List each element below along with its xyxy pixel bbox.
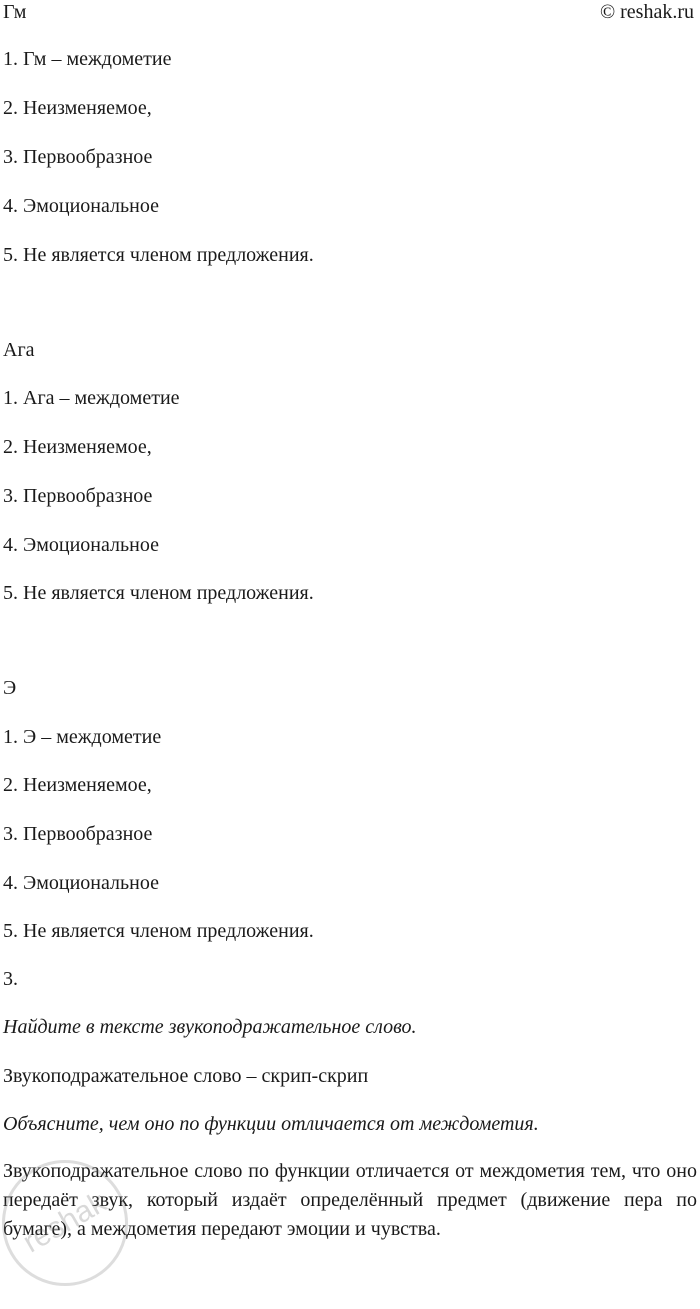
list-item: 1. Ага – междометие	[3, 387, 180, 409]
list-item: 3. Первообразное	[3, 146, 153, 168]
list-item: 5. Не является членом предложения.	[3, 582, 314, 604]
section-title: Э	[3, 677, 17, 699]
list-item: 4. Эмоциональное	[3, 195, 159, 217]
list-item: 2. Неизменяемое,	[3, 774, 152, 796]
task-number: 3.	[3, 968, 18, 990]
question-text: Найдите в тексте звукоподражательное слово.	[3, 1016, 417, 1038]
list-item: 3. Первообразное	[3, 485, 153, 507]
list-item: 4. Эмоциональное	[3, 872, 159, 894]
list-item: 3. Первообразное	[3, 823, 153, 845]
watermark-text: reshak	[17, 1185, 112, 1260]
list-item: 1. Гм – междометие	[3, 48, 172, 70]
list-item: 5. Не является членом предложения.	[3, 244, 314, 266]
section-title: Ага	[3, 339, 35, 361]
list-item: 2. Неизменяемое,	[3, 97, 152, 119]
list-item: 2. Неизменяемое,	[3, 436, 152, 458]
list-item: 5. Не является членом предложения.	[3, 920, 314, 942]
answer-text: Звукоподражательное слово – скрип-скрип	[3, 1065, 369, 1087]
question-text: Объясните, чем оно по функции отличается от междометия.	[3, 1113, 539, 1135]
list-item: 1. Э – междометие	[3, 726, 162, 748]
page-title: Гм	[3, 1, 27, 23]
answer-paragraph: Звукоподражательное слово по функции отличается от междометия тем, что оно передаёт звук, который издаёт определённый предмет (движение пера по бумаге), а междометия передают эмоции и чувства.	[3, 1160, 697, 1240]
copyright-label: © reshak.ru	[599, 1, 694, 23]
list-item: 4. Эмоциональное	[3, 534, 159, 556]
